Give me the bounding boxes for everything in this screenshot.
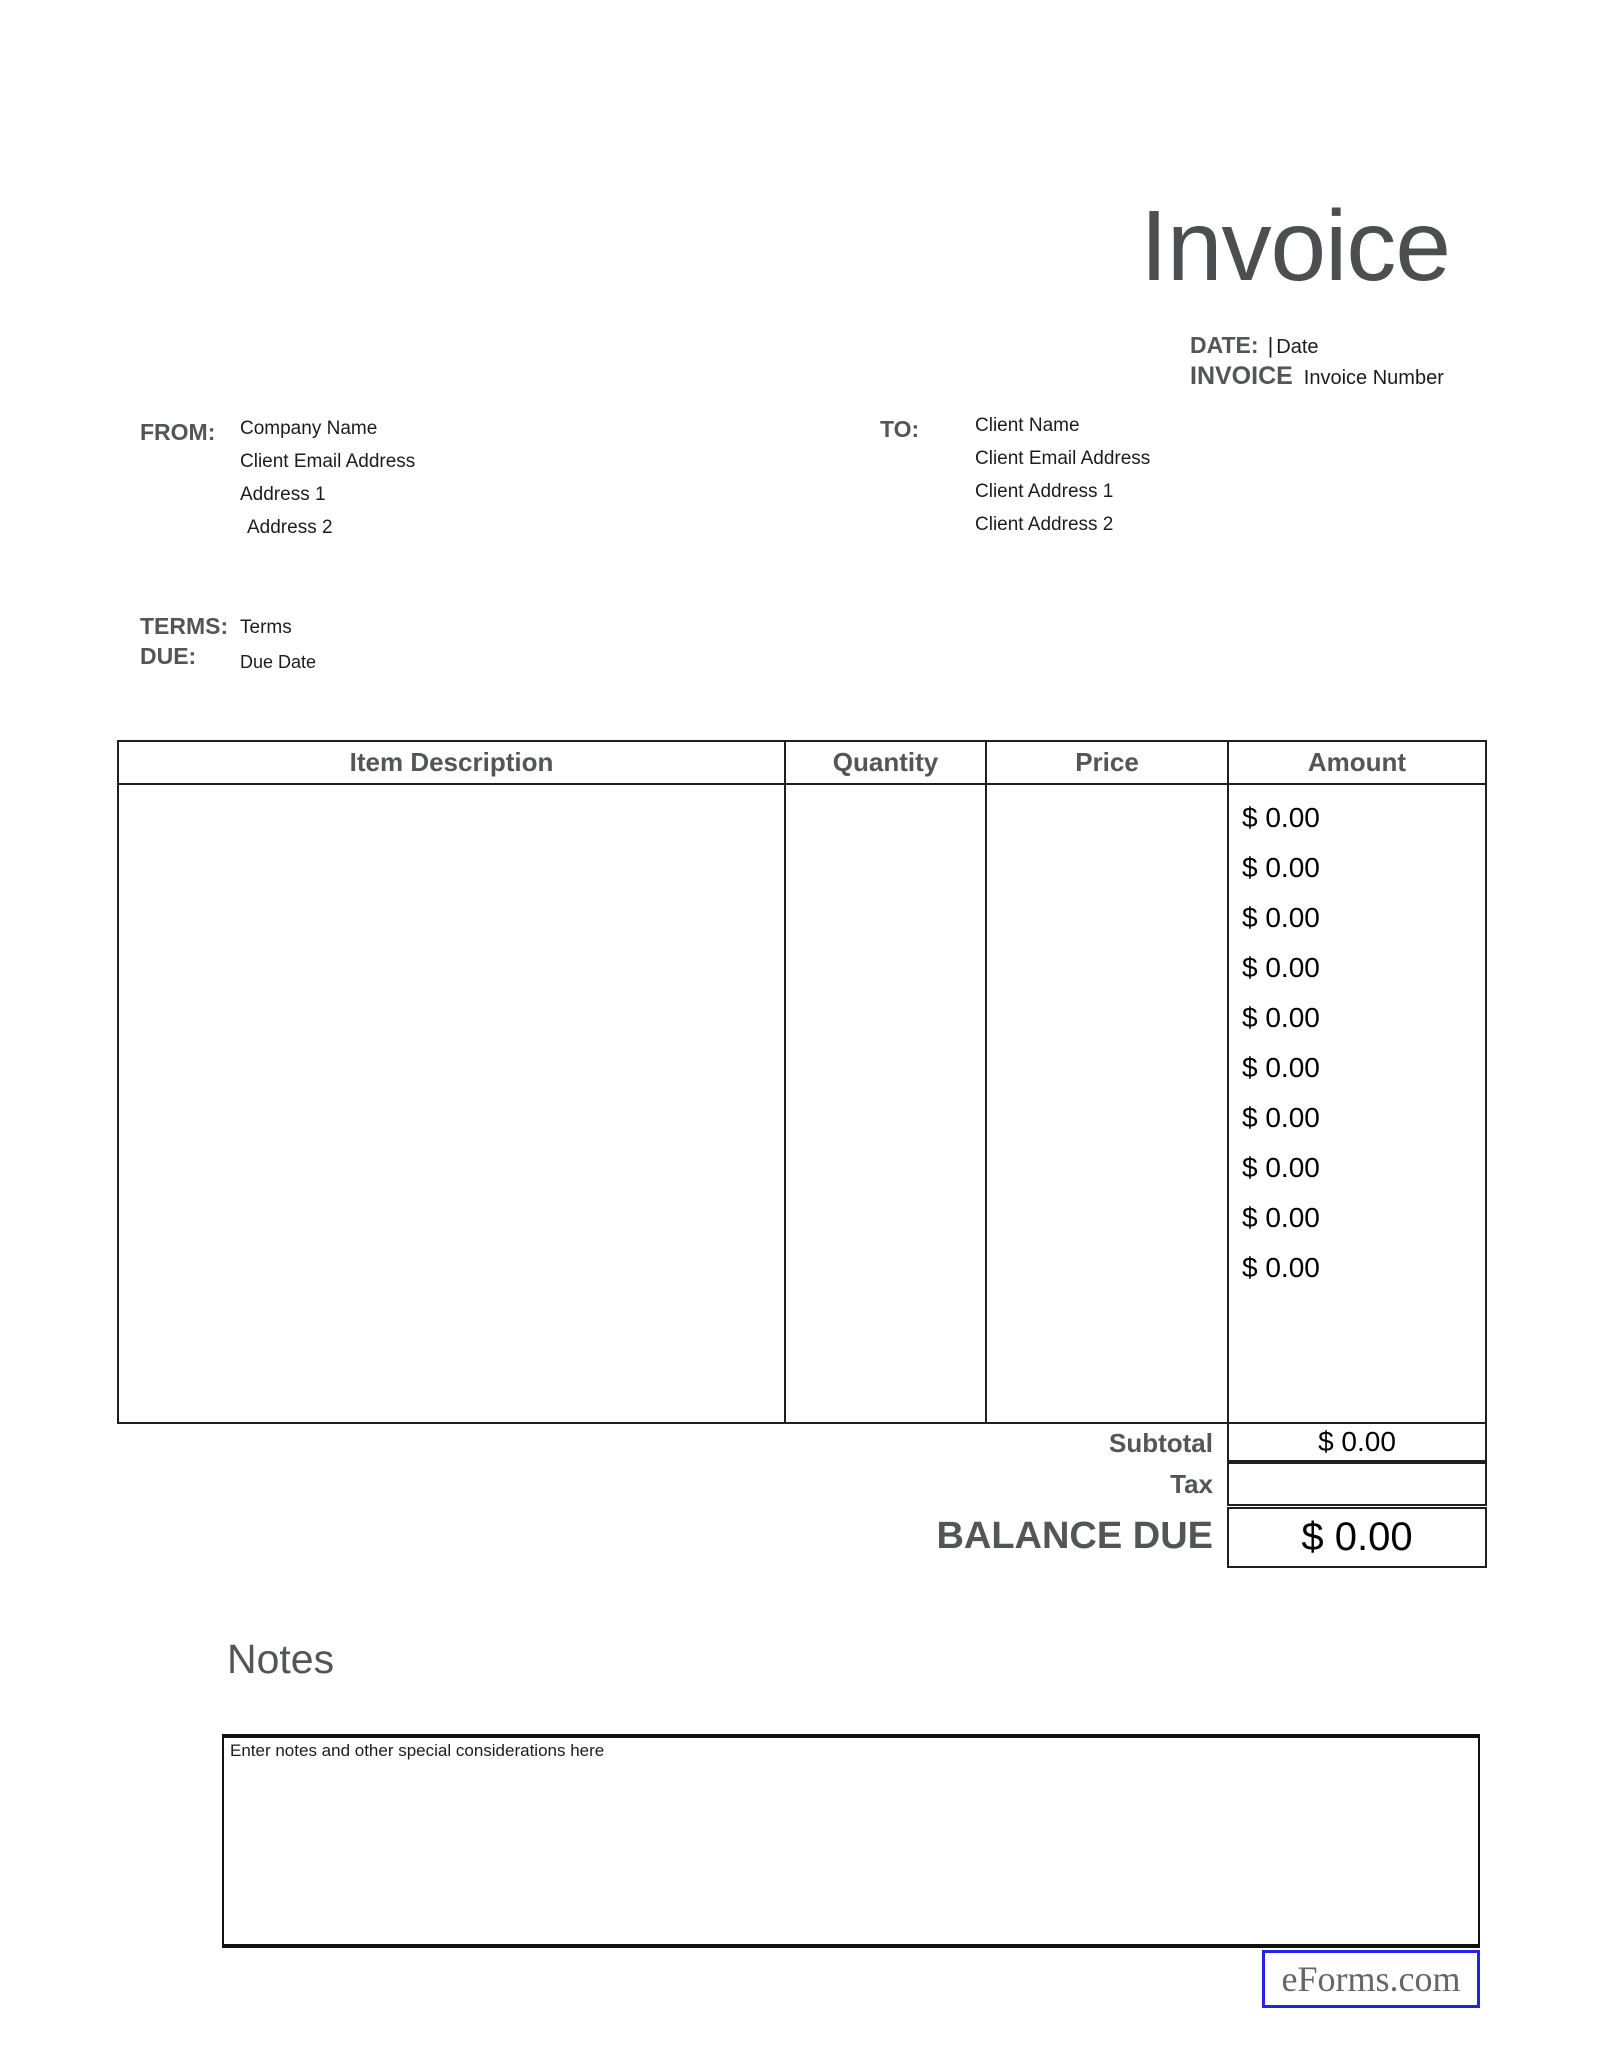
page-title: Invoice (1140, 190, 1450, 302)
invoice-number-row (1190, 362, 1444, 391)
col-header-price: Price (987, 742, 1229, 783)
date-field[interactable]: Date (1276, 336, 1319, 358)
from-label: FROM: (140, 419, 216, 445)
invoice-meta (1190, 332, 1444, 391)
from-email-field[interactable]: Client Email Address (240, 450, 416, 472)
amount-cell (1229, 785, 1485, 1422)
amount-value: $ 0.00 (1242, 952, 1320, 983)
items-table (117, 740, 1487, 1424)
due-label: DUE: (140, 643, 197, 669)
invoice-number-label: INVOICE (1190, 362, 1293, 390)
to-email-field[interactable]: Client Email Address (975, 447, 1151, 469)
item-description-cell[interactable] (119, 785, 786, 1422)
col-header-item-description: Item Description (119, 742, 786, 783)
balance-due-label: BALANCE DUE (936, 1514, 1213, 1557)
to-block (975, 409, 1150, 541)
amount-value: $ 0.00 (1242, 902, 1320, 933)
col-header-quantity: Quantity (786, 742, 987, 783)
to-address2-field[interactable]: Client Address 2 (975, 513, 1114, 535)
to-label: TO: (880, 416, 920, 442)
from-address2-field[interactable]: Address 2 (247, 516, 333, 538)
subtotal-label: Subtotal (1109, 1427, 1213, 1458)
tax-label: Tax (1170, 1468, 1213, 1499)
from-address1-field[interactable]: Address 1 (240, 483, 326, 505)
notes-placeholder: Enter notes and other special considerations here (230, 1741, 605, 1760)
balance-due-value-box: $ 0.00 (1227, 1507, 1487, 1568)
notes-heading: Notes (227, 1636, 335, 1682)
eforms-logo-text: eForms.com (1281, 1959, 1461, 1999)
items-table-header (119, 742, 1485, 785)
notes-field[interactable] (222, 1734, 1480, 1948)
items-table-body (119, 785, 1485, 1422)
amount-value: $ 0.00 (1242, 1102, 1320, 1133)
amount-value: $ 0.00 (1242, 1252, 1320, 1283)
from-company-name-field[interactable]: Company Name (240, 417, 378, 439)
amount-value: $ 0.00 (1242, 852, 1320, 883)
eforms-logo[interactable] (1262, 1950, 1480, 2008)
invoice-number-field[interactable]: Invoice Number (1303, 367, 1444, 389)
amount-value: $ 0.00 (1242, 1202, 1320, 1233)
price-cell[interactable] (987, 785, 1229, 1422)
text-cursor: | (1267, 333, 1274, 358)
amount-value: $ 0.00 (1242, 802, 1320, 833)
from-block (240, 412, 415, 544)
amount-value: $ 0.00 (1242, 1052, 1320, 1083)
tax-field[interactable] (1227, 1462, 1487, 1506)
to-address1-field[interactable]: Client Address 1 (975, 480, 1114, 502)
amount-value: $ 0.00 (1242, 1002, 1320, 1033)
to-client-name-field[interactable]: Client Name (975, 414, 1080, 436)
terms-label: TERMS: (140, 613, 229, 639)
amount-value: $ 0.00 (1242, 1152, 1320, 1183)
due-date-field[interactable]: Due Date (240, 652, 317, 672)
col-header-amount: Amount (1307, 747, 1407, 777)
date-row (1190, 332, 1444, 359)
quantity-cell[interactable] (786, 785, 987, 1422)
date-label: DATE: (1190, 332, 1259, 358)
terms-field[interactable]: Terms (240, 617, 292, 638)
subtotal-value-box: $ 0.00 (1227, 1422, 1487, 1462)
